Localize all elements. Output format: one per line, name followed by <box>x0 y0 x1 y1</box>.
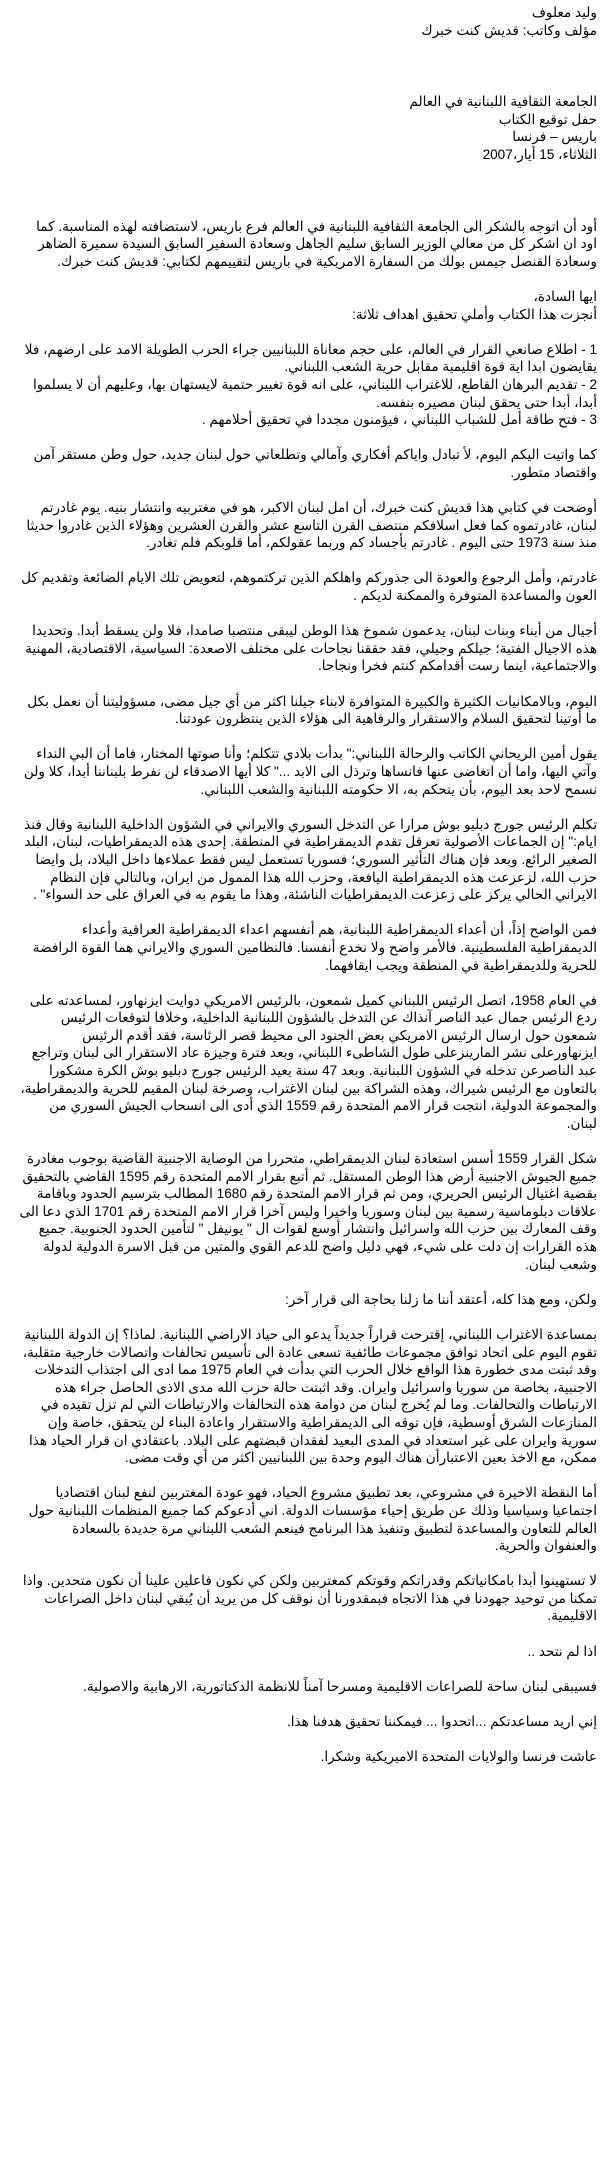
body-paragraph: أوضحت في كتابي هذا قديش كنت خبرك، أن امل لبنان الاكبر، هو في مغتربيه وانتشار بنيه. يوم غادرتم لبنان، غادرتموه كما فعل اسلافكم منتصف القرن التاسع عشر والقرن العشرين وهؤلاء الذين غادروا حديثا منذ سنة 1973 حتى اليوم . غادرتم بأجساد كم وربما عقولكم، أما قلوبكم فلم تغادر. <box>26 500 597 551</box>
author-name: وليد معلوف <box>531 5 597 20</box>
thanks-paragraph: أود أن اتوجه بالشكر الى الجامعة الثقافية اللبنانية في العالم فرع باريس، لاستضافته لهذه المناسبة. كما اود ان اشكر كل من معالي الوزير السابق سليم الجاهل وسعادة السفير السابق السيدة سميرة الضاهر وسعادة القنصل جيمس بولك من السفارة الامريكية في باريس لتقييمهم لكتابي: قديش كنت خبرك. <box>36 218 597 269</box>
goal-item: 3 - فتح طاقة أمل للشباب اللبناني ، فيؤمنون مجددا في تحقيق أحلامهم . <box>201 412 597 428</box>
body-paragraph: فمن الواضح إذاً، أن أعداء الديمقراطية اللبنانية، هم أنفسهم اعداء الديمقراطية العراقية وأعداء الديمقراطية الفلسطينية. فالأمر واضح ولا نخدع أنفسنا. فالنظامين السوري والايراني هما القوة الرافضة للحرية وللديمقراطية في المنطقة ويجب ايقافهما. <box>32 922 597 973</box>
body-paragraph: بمساعدة الاغتراب اللبناني، إقترحت قراراً جديداً يدعو الى حياد الاراضي اللبنانية. لماذا؟ إن الدولة اللبنانية تقوم اليوم على اتحاد توافق مجموعات طائفية تسعى عادة الى تأسيس تحالفات واتصالات خارجية متقلبة، وقد ثبتت مدى خطورة هذا الواقع خلال الحرب التي بدأت في العام 1975 مما ادى الى اجتذاب التدخلات الاجنبية، بخاصة من سوريا واسرائيل وايران. وقد اثبتت حالة حزب الله مدى الاذى الحاصل جراء هذه الارتباطات والتحالفات. وما لم يُخرج لبنان من دوامة هذه التحالفات والارتباطات التي لم تزل تقيده في المنازعات الشرق أوسطية، فإن توقه الى الديمقراطية والاستقرار واعادة البناء لن يتحقق، خاصة وإن سورية وايران على غير استعداد في المدى البعيد لفقدان قبضتهم على البلاد. باعتقادي ان قرار الحياد هذا ممكن، مع الاخذ بعين الاعتبارأن هناك اليوم وحدة بين اللبنانيين اكثر من أي وقت مضى. <box>22 1326 597 1466</box>
goal-item: 2 - تقديم البرهان القاطع، للاغتراب اللبناني، على انه قوة تغيير حتمية لايستهان بها، وعليهم أن لا يسلموا أبدا، أبدا حتى يحقق لبنان مصيره بنفسه. <box>32 376 597 410</box>
author-header <box>18 4 597 39</box>
closing-line: عاشت فرنسا والولايات المتحدة الاميريكية وشكرا. <box>320 1749 597 1765</box>
body-paragraph: شكل القرار 1559 أسس استعادة لبنان الديمقراطي، متحررا من الوصاية الاجنبية القاضية بوجوب مغادرة جميع الجيوش الاجنبية أرض هذا الوطن المستقل. ثم أتبع بقرار الامم المتحدة رقم 1595 القاضي بالتحقيق بقضية اغتيال الرئيس الحريري، ومن ثم قرار الامم المتحدة رقم 1680 المطالب بترسيم الحدود وباقامة علاقات دبلوماسية رسمية بين لبنان وسوريا واخيرا وليس آخرا قرار الامم المتحدة رقم 1701 الذي دعا الى وقف المعارك بين حزب الله واسرائيل وانتشار أوسع لقوات ال " يونيفل " لتأمين الحدود الجنوبية. جميع هذه القرارات إن دلت على شيء، فهي دليل واضح للدعم القوي والمتين من قبل الاسرة الدولية لدولة وشعب لبنان. <box>19 1151 597 1272</box>
event-name: حفل توقيع الكتاب <box>498 111 597 127</box>
document <box>18 4 597 1783</box>
body-paragraph: كما واتيت اليكم اليوم، لأ تبادل واياكم أفكاري وآمالي وتطلعاتي حول لبنان جديد، حول وطن مستقر آمن واقتصاد متطور. <box>33 447 597 480</box>
salutation: ايها السادة، <box>533 288 597 304</box>
body-paragraph: يقول أمين الريحاني الكاتب والرحالة اللبناني:" بدأت بلادي تتكلم؛ وأنا صوتها المختار، فاما أن البي النداء وآتي اليها، واما أن اتغاضى عنها فانساها وترذل الى الابد ..." كلا أيها الاصدقاء لن نفرط بلبناننا أبدا، كلا ولن نسمح لاحد بعد اليوم، بأن يتحكم به، الا حكومته اللبنانية والشعب اللبناني. <box>23 746 597 797</box>
body-paragraph: أجيال من أبناء وبنات لبنان، يدعمون شموخ هذا الوطن ليبقى منتصبا صامدا، فلا ولن يسقط أبدا. وتحديدا هذه الاجيال الفتية؛ جيلكم وجيلي، فقد حققنا نجاحات على مختلف الاصعدة: السياسية، الاقتصادية، المهنية والاجتماعية، اينما رست أقدامكم كنتم فخرا ونجاحا. <box>25 623 597 674</box>
body-paragraph: غادرتم، وأمل الرجوع والعودة الى جذوركم واهلكم الذين تركتموهم، لتعويض تلك الايام الضائعة وتقديم كل العون والمساعدة المتوفرة والممكنة لديكم . <box>21 570 597 604</box>
organization-name: الجامعة الثقافية اللبنانية في العالم <box>409 94 597 110</box>
author-title: مؤلف وكاتب: قديش كنت خبرك <box>421 22 597 38</box>
body-paragraph: لا تستهينوا أبدا بامكانياتكم وقدراتكم وقوتكم كمغتربين ولكن كي نكون فاعلين علينا أن نكون متحدين. واذا تمكنا من توحيد جهودنا في هذا الاتجاه فبمقدورنا أن نوقف كل من يريد أن يُبقي لبنان داخل الصراعات الاقليمية. <box>22 1573 597 1624</box>
goals-section <box>18 288 597 429</box>
body-paragraph: ولكن، ومع هذا كله، أعتقد أننا ما زلنا بحاجة الى قرار آخر: <box>285 1291 597 1307</box>
goal-item: 1 - اطلاع صانعي القرار في العالم، على حجم معاناة اللبنانيين جراء الحرب الطويلة الامد على ارضهم، فلا يقايضون ابدا اية قوة اقليمية مقابل حرية الشعب اللبناني. <box>24 341 597 375</box>
closing-line: فسيبقى لبنان ساحة للصراعات الاقليمية ومسرحا آمناً للانظمة الدكتاتورية، الارهابية والاصولية. <box>83 1678 597 1694</box>
event-date: الثلاثاء، 15 أيار،2007 <box>482 146 597 162</box>
closing-line: إني اريد مساعدتكم ...اتحدوا ... فيمكننا تحقيق هدفنا هذا. <box>286 1714 597 1730</box>
body-paragraph: تكلم الرئيس جورج دبليو بوش مرارا عن التدخل السوري والايراني في الشؤون الداخلية اللبنانية وقال فنذ ايام:" إن الجماعات الأصولية تعرقل تقدم الديمقراطية في المنطقة. إحدى هذه الديمقراطيات، لبنان، البلد الصغير الرائع. وبعد فإن هناك التأثير السوري؛ فسوريا تستعمل ليس فقط عملاءها داخل البلاد، بل وايضا حزب الله، لزعزعت هذه الديمقراطية اليافعة، وحزب الله هذا الممول من ايران، وبالتالي فإن النظام الايراني الحالي يركز على زعزعت الديمقراطيات الناشئة، وهذا ما يقوم به في العراق على حد السواء" . <box>24 816 597 903</box>
body-paragraph: في العام 1958، اتصل الرئيس اللبناني كميل شمعون، بالرئيس الامريكي دوايت ايزنهاور، لمساعدته على ردع الرئيس جمال عبد الناصر آنذاك عن التدخل بالشؤون اللبنانية الداخلية، وخلافا لتوقعات الرئيس شمعون حول ارسال الرئيس الامريكي بعض الجنود الى محيط قصر الرئاسة، فقد أقدم الرئيس ايزنهاورعلى نشر المارينزعلى طول الشاطىء اللبناني، وبعد فترة وجيزة عاد الاستقرار الى لبنان وتراجع عبد الناصرعن تدخله في الشؤون اللبنانية. وبعد 47 سنة يعيد الرئيس جورج دبليو بوش الكرة مشكورا بالتعاون مع الرئيس شيراك، وهذه الشراكة بين لبنان الاغتراب، وصرخة لبنان المقيم للحرية والديمقراطية، والمجموعة الدولية، انتجت قرار الامم المتحدة رقم 1559 الذي أدى الى انسحاب الجيش السوري من لبنان. <box>20 992 597 1131</box>
goals-intro: أنجزت هذا الكتاب وأملي تحقيق اهداف ثلاثة: <box>352 306 597 322</box>
event-location: باريس – فرنسا <box>512 129 597 145</box>
event-header <box>18 93 597 163</box>
body-paragraph: أما النقطة الاخيرة في مشروعي، بعد تطبيق مشروع الحياد، فهو عودة المغتربين لنفع لبنان اقتصاديا اجتماعيا وسياسيا وذلك عن طريق إحياء مؤسسات الدولة. اني أدعوكم كما جميع المنظمات اللبنانية حول العالم للتعاون والمساعدة لتطبيق وتنفيذ هذا البرنامج فينعم الشعب اللبناني مرة جديدة بالسعادة والعنفوان والحرية. <box>28 1485 597 1554</box>
body-paragraph: اليوم، وبالامكانيات الكثيرة والكبيرة المتوافرة لابناء جيلنا اكثر من أي جيل مضى، مسؤوليتنا أن نعمل بكل ما أوتينا لتحقيق السلام والاستقرار والرفاهية الى هؤلاء الذين ينتظرون عودتنا. <box>27 693 597 727</box>
closing-line: اذا لم نتحد .. <box>527 1643 597 1659</box>
